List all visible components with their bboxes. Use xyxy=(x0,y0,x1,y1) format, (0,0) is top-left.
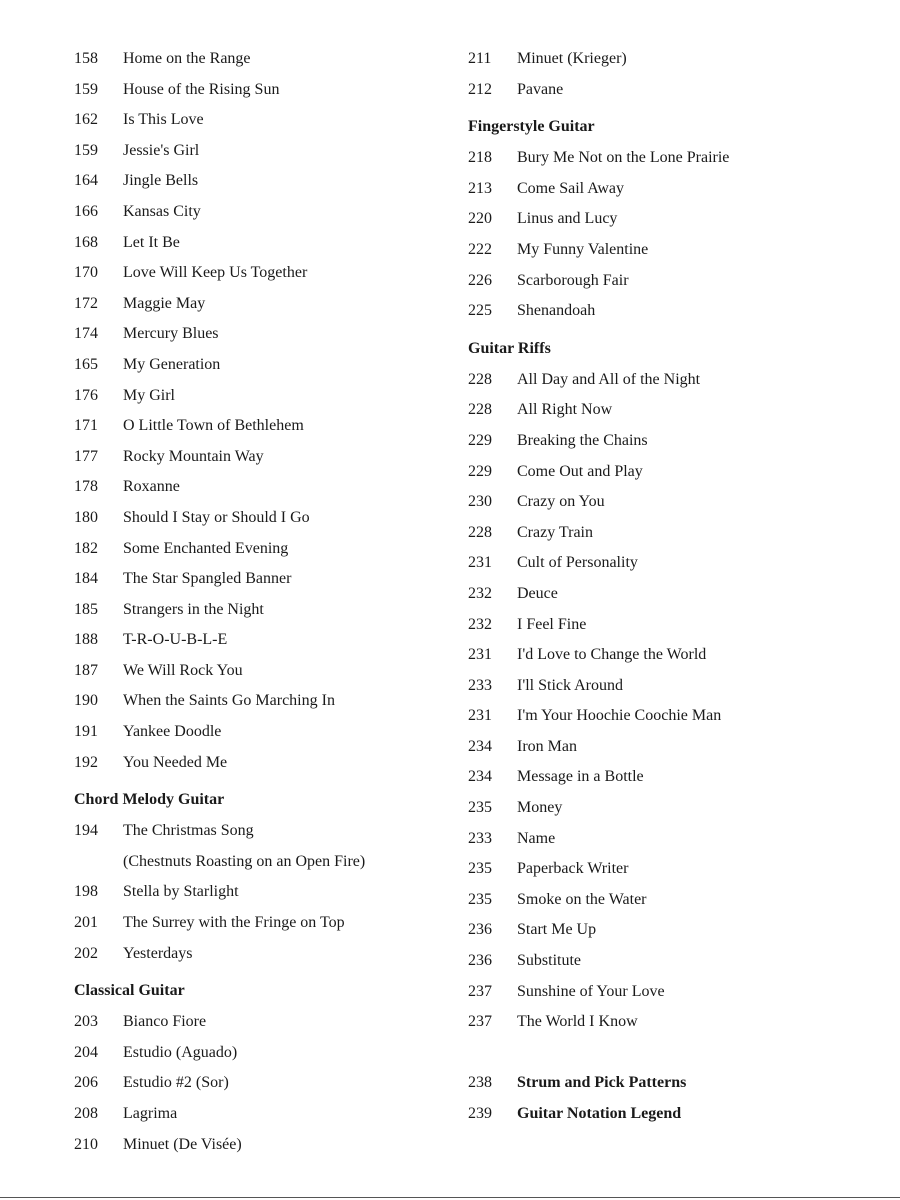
toc-entry-title: Roxanne xyxy=(123,478,180,496)
toc-entry xyxy=(468,671,868,702)
toc-entry xyxy=(74,411,454,442)
toc-page-number: 182 xyxy=(74,539,98,557)
toc-entry xyxy=(468,915,868,946)
toc-page-number: 234 xyxy=(468,737,492,755)
toc-entry xyxy=(468,44,868,75)
toc-page-number: 230 xyxy=(468,493,492,511)
toc-entry-title: Pavane xyxy=(517,80,564,98)
toc-entry xyxy=(74,472,454,503)
toc-entry xyxy=(74,228,454,259)
toc-entry-title: My Girl xyxy=(123,386,175,404)
toc-entry xyxy=(468,174,868,205)
toc-page-number: 239 xyxy=(468,1105,492,1122)
toc-page-number: 210 xyxy=(74,1135,98,1153)
toc-entry xyxy=(468,266,868,297)
toc-page-number: 162 xyxy=(74,111,98,129)
toc-page-number: 226 xyxy=(468,271,492,289)
toc-page-number: 231 xyxy=(468,554,492,572)
toc-entry-title: Come Sail Away xyxy=(517,179,624,197)
toc-entry-title: Money xyxy=(517,799,563,817)
toc-left-column xyxy=(74,44,454,1160)
toc-entry-title: Crazy Train xyxy=(517,523,593,541)
toc-entry-title: Message in a Bottle xyxy=(517,768,644,786)
toc-entry xyxy=(74,939,454,970)
toc-entry xyxy=(468,610,868,641)
toc-entry xyxy=(468,143,868,174)
toc-page-number: 238 xyxy=(468,1074,492,1092)
toc-entry-title: Strangers in the Night xyxy=(123,600,264,618)
toc-page-number: 174 xyxy=(74,325,98,343)
toc-page-number: 233 xyxy=(468,829,492,847)
toc-entry xyxy=(468,426,868,457)
toc-page-number: 158 xyxy=(74,50,98,67)
toc-page-number: 194 xyxy=(74,822,98,840)
toc-page-number: 208 xyxy=(74,1105,98,1122)
toc-entry xyxy=(74,319,454,350)
toc-entry xyxy=(468,793,868,824)
toc-page-number: 177 xyxy=(74,447,98,465)
toc-page-number: 176 xyxy=(74,386,98,404)
toc-entry-title: The Star Spangled Banner xyxy=(123,570,292,588)
toc-entry xyxy=(74,625,454,656)
toc-entry xyxy=(468,235,868,266)
toc-entry-title: Strum and Pick Patterns xyxy=(517,1074,687,1092)
toc-page-number: 192 xyxy=(74,753,98,771)
toc-entry-title: Kansas City xyxy=(123,202,201,220)
toc-page-number: 212 xyxy=(468,80,492,98)
toc-page-number: 165 xyxy=(74,355,98,373)
toc-right-column xyxy=(468,44,868,1130)
toc-page-number: 237 xyxy=(468,1013,492,1031)
toc-page-number: 213 xyxy=(468,179,492,197)
toc-entry xyxy=(468,204,868,235)
toc-entry xyxy=(74,166,454,197)
toc-entry-title: I'd Love to Change the World xyxy=(517,646,707,664)
toc-page-number: 220 xyxy=(468,210,492,228)
toc-page-number: 159 xyxy=(74,141,98,159)
toc-entry-title: Some Enchanted Evening xyxy=(123,539,289,557)
toc-entry-title: Start Me Up xyxy=(517,921,597,939)
toc-entry-title: Home on the Range xyxy=(123,50,251,67)
toc-entry xyxy=(74,350,454,381)
toc-entry-continuation xyxy=(74,847,454,878)
toc-entry-title: Jessie's Girl xyxy=(123,141,200,159)
toc-page-number: 164 xyxy=(74,172,98,190)
toc-entry-title: Yesterdays xyxy=(123,944,193,962)
toc-entry-title: Shenandoah xyxy=(517,302,596,320)
toc-entry xyxy=(74,442,454,473)
toc-entry-title: Lagrima xyxy=(123,1105,178,1122)
toc-page-number: 231 xyxy=(468,646,492,664)
toc-entry-title: Stella by Starlight xyxy=(123,883,239,901)
toc-page-number: 231 xyxy=(468,707,492,725)
toc-entry-title: Mercury Blues xyxy=(123,325,219,343)
toc-page-number: 201 xyxy=(74,914,98,932)
toc-entry xyxy=(468,487,868,518)
toc-entry xyxy=(74,503,454,534)
toc-page-number: 211 xyxy=(468,50,492,67)
toc-entry xyxy=(468,395,868,426)
toc-entry xyxy=(74,564,454,595)
toc-page-number: 203 xyxy=(74,1013,98,1031)
section-heading-fingerstyle-guitar: Fingerstyle Guitar xyxy=(468,118,595,136)
toc-entry-title: Come Out and Play xyxy=(517,462,643,480)
toc-entry xyxy=(74,686,454,717)
toc-entry-title: Estudio (Aguado) xyxy=(123,1043,238,1061)
toc-entry xyxy=(468,762,868,793)
toc-entry xyxy=(74,656,454,687)
toc-entry xyxy=(74,1007,454,1038)
toc-page-number: 235 xyxy=(468,799,492,817)
toc-page-number: 232 xyxy=(468,584,492,602)
toc-entry-title: Yankee Doodle xyxy=(123,723,222,741)
toc-page-number: 225 xyxy=(468,302,492,320)
toc-page-number: 159 xyxy=(74,80,98,98)
toc-entry-title: I Feel Fine xyxy=(517,615,587,633)
toc-entry-title: Substitute xyxy=(517,952,582,970)
toc-entry xyxy=(468,977,868,1008)
toc-entry xyxy=(74,534,454,565)
toc-entry xyxy=(468,1068,868,1099)
toc-entry-title: I'm Your Hoochie Coochie Man xyxy=(517,707,722,725)
toc-entry xyxy=(468,518,868,549)
toc-entry xyxy=(74,877,454,908)
toc-entry xyxy=(74,289,454,320)
toc-entry-title: Bianco Fiore xyxy=(123,1013,207,1031)
toc-entry-title: Minuet (De Visée) xyxy=(123,1135,242,1153)
section-heading-classical-guitar: Classical Guitar xyxy=(74,982,185,1000)
toc-entry xyxy=(468,885,868,916)
toc-entry xyxy=(468,579,868,610)
page-bottom-rule xyxy=(0,1197,900,1198)
toc-page-number: 204 xyxy=(74,1043,98,1061)
toc-page-number: 168 xyxy=(74,233,98,251)
toc-page-number: 206 xyxy=(74,1074,98,1092)
section-heading-chord-melody-guitar: Chord Melody Guitar xyxy=(74,791,225,809)
toc-page-number: 184 xyxy=(74,570,98,588)
toc-entry xyxy=(468,365,868,396)
toc-entry-title: Cult of Personality xyxy=(517,554,638,572)
toc-page-number: 235 xyxy=(468,890,492,908)
toc-page-number: 171 xyxy=(74,417,98,435)
toc-entry-title: Love Will Keep Us Together xyxy=(123,264,308,282)
toc-entry xyxy=(468,457,868,488)
toc-entry xyxy=(468,732,868,763)
toc-page-number: 235 xyxy=(468,860,492,878)
toc-entry xyxy=(74,105,454,136)
toc-entry xyxy=(74,75,454,106)
toc-entry-title: Maggie May xyxy=(123,294,206,312)
toc-entry xyxy=(74,595,454,626)
toc-entry-title: Jingle Bells xyxy=(123,172,199,190)
toc-entry-title: Should I Stay or Should I Go xyxy=(123,508,310,526)
toc-page-number: 185 xyxy=(74,600,98,618)
toc-page-number: 166 xyxy=(74,202,98,220)
toc-page-number: 191 xyxy=(74,723,98,741)
toc-entry xyxy=(468,946,868,977)
toc-entry-title: Crazy on You xyxy=(517,493,605,511)
toc-page-number: 218 xyxy=(468,149,492,167)
toc-page-number: 172 xyxy=(74,294,98,312)
toc-entry-title: The Surrey with the Fringe on Top xyxy=(123,914,345,932)
toc-entry xyxy=(74,44,454,75)
toc-entry-title: Bury Me Not on the Lone Prairie xyxy=(517,149,730,167)
toc-page-number: 229 xyxy=(468,431,492,449)
toc-entry-title: House of the Rising Sun xyxy=(123,80,280,98)
toc-entry xyxy=(468,548,868,579)
toc-entry xyxy=(74,1130,454,1161)
toc-entry xyxy=(74,748,454,779)
toc-entry xyxy=(74,717,454,748)
toc-page-number: 229 xyxy=(468,462,492,480)
toc-entry-title: Smoke on the Water xyxy=(517,890,647,908)
toc-page-number: 188 xyxy=(74,631,98,649)
toc-entry xyxy=(468,1007,868,1038)
toc-entry xyxy=(468,296,868,327)
toc-entry-title: Deuce xyxy=(517,584,558,602)
toc-entry-title: I'll Stick Around xyxy=(517,676,623,694)
spacer xyxy=(468,1038,868,1069)
toc-entry-title: Sunshine of Your Love xyxy=(517,982,665,1000)
toc-entry xyxy=(468,640,868,671)
toc-entry xyxy=(468,824,868,855)
toc-entry-title: When the Saints Go Marching In xyxy=(123,692,335,710)
toc-entry-title: The Christmas Song xyxy=(123,822,254,840)
toc-page-number: 232 xyxy=(468,615,492,633)
toc-entry-title: Paperback Writer xyxy=(517,860,629,878)
toc-entry-title: Let It Be xyxy=(123,233,180,251)
toc-page-number: 170 xyxy=(74,264,98,282)
toc-entry-title: The World I Know xyxy=(517,1013,638,1031)
toc-entry-title: Breaking the Chains xyxy=(517,431,648,449)
toc-entry-title: T-R-O-U-B-L-E xyxy=(123,631,228,649)
toc-entry-title: All Right Now xyxy=(517,401,613,419)
toc-page-number: 228 xyxy=(468,523,492,541)
toc-page-number: 228 xyxy=(468,401,492,419)
toc-entry-title: My Generation xyxy=(123,355,221,373)
toc-entry-title: Estudio #2 (Sor) xyxy=(123,1074,229,1092)
toc-page-number: 198 xyxy=(74,883,98,901)
toc-page-number: 233 xyxy=(468,676,492,694)
toc-entry-title: We Will Rock You xyxy=(123,661,243,679)
toc-entry xyxy=(74,816,454,847)
toc-page-number: 222 xyxy=(468,240,492,258)
toc-entry xyxy=(468,1099,868,1130)
toc-entry-title: All Day and All of the Night xyxy=(517,370,701,388)
toc-entry xyxy=(468,854,868,885)
toc-entry xyxy=(74,258,454,289)
toc-entry xyxy=(74,1099,454,1130)
toc-entry-title: Is This Love xyxy=(123,111,204,129)
toc-entry xyxy=(74,1038,454,1069)
toc-entry-title: Iron Man xyxy=(517,737,577,755)
toc-page-number: 236 xyxy=(468,952,492,970)
toc-page-number: 190 xyxy=(74,692,98,710)
toc-entry xyxy=(74,908,454,939)
toc-entry xyxy=(74,381,454,412)
toc-page-number: 178 xyxy=(74,478,98,496)
toc-page-number: 237 xyxy=(468,982,492,1000)
toc-page-number: 234 xyxy=(468,768,492,786)
toc-entry xyxy=(468,701,868,732)
toc-page-number: 202 xyxy=(74,944,98,962)
toc-entry-title: Guitar Notation Legend xyxy=(517,1105,682,1122)
toc-entry xyxy=(74,197,454,228)
toc-entry-title: Name xyxy=(517,829,556,847)
toc-entry-title: Rocky Mountain Way xyxy=(123,447,264,465)
toc-page-number: 180 xyxy=(74,508,98,526)
section-heading-guitar-riffs: Guitar Riffs xyxy=(468,339,551,357)
toc-page-number: 187 xyxy=(74,661,98,679)
toc-entry-title: Linus and Lucy xyxy=(517,210,618,228)
toc-entry-title: (Chestnuts Roasting on an Open Fire) xyxy=(123,852,366,870)
toc-page-number: 228 xyxy=(468,370,492,388)
toc-page-number: 236 xyxy=(468,921,492,939)
toc-entry-title: Minuet (Krieger) xyxy=(517,50,627,67)
toc-entry-title: You Needed Me xyxy=(123,753,228,771)
toc-entry-title: My Funny Valentine xyxy=(517,240,649,258)
toc-entry xyxy=(468,75,868,106)
toc-entry xyxy=(74,136,454,167)
toc-entry-title: O Little Town of Bethlehem xyxy=(123,417,304,435)
toc-entry xyxy=(74,1068,454,1099)
toc-entry-title: Scarborough Fair xyxy=(517,271,629,289)
